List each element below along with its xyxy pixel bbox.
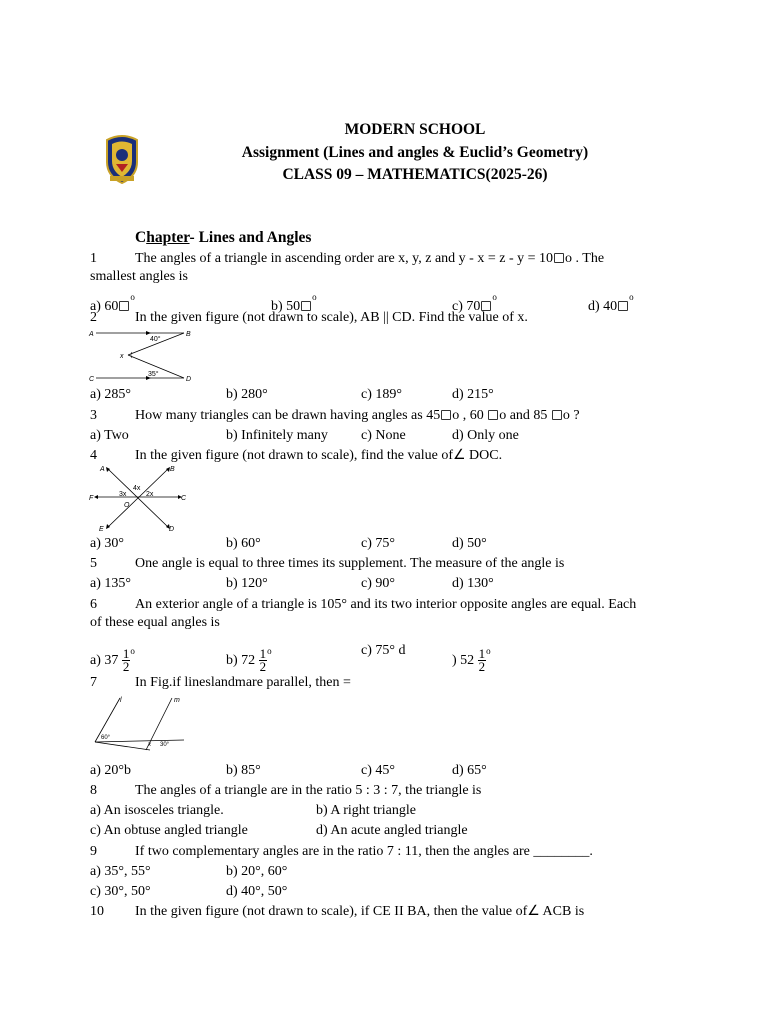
question-number: 10 <box>90 904 104 919</box>
question-number: 7 <box>90 675 97 690</box>
q1-opt-d: d) 40 <box>588 299 618 314</box>
symbol-box-icon <box>119 301 129 311</box>
question-text: In the given figure (not drawn to scale), find the value of∠ DOC. <box>135 448 503 463</box>
fig-label-2x: 2x <box>146 491 154 498</box>
fig-label-a: A <box>100 466 105 473</box>
q6-opt-d: ) 52 <box>452 653 475 668</box>
option-c: c) 189° <box>361 387 402 402</box>
degree-sup: o <box>629 292 634 302</box>
question-text: In the given figure (not drawn to scale), AB || CD. Find the value of x. <box>135 310 528 325</box>
question-number: 1 <box>90 251 97 266</box>
question-text: If two complementary angles are in the ratio 7 : 11, then the angles are ________. <box>135 844 593 859</box>
option-a: a) 20°b <box>90 763 131 778</box>
frac-den: 2 <box>259 659 267 675</box>
option-b: b) 20°, 60° <box>226 864 288 879</box>
q3-t1: How many triangles can be drawn having angles as 45 <box>135 408 441 423</box>
option-d: d) 65° <box>452 763 487 778</box>
frac-den: 2 <box>478 659 486 675</box>
option-d <box>452 637 491 675</box>
frac-den: 2 <box>122 659 130 675</box>
q1-opt-c: c) 70 <box>452 299 481 314</box>
fig-label-c: C <box>181 495 187 502</box>
option-c: c) 75° <box>361 536 395 551</box>
fig-label-a: A <box>89 331 94 338</box>
q6-opt-b: b) 72 <box>226 653 256 668</box>
fig-label-x: x <box>120 353 124 360</box>
frac-num: 1 <box>122 646 130 662</box>
fig-label-d: D <box>186 376 192 383</box>
option-c: c) 75° d <box>361 643 406 658</box>
chapter-hapter: hapter <box>146 229 190 246</box>
q4-figure <box>88 464 188 532</box>
chapter-c: C <box>135 229 147 246</box>
option-a: a) 285° <box>90 387 131 402</box>
fig-label-40: 40° <box>150 336 161 343</box>
question-text: The angles of a triangle are in the ratio 5 : 3 : 7, the triangle is <box>135 783 482 798</box>
fig-label-d: D <box>169 526 175 532</box>
fig-label-l: l <box>120 697 122 704</box>
fraction <box>259 648 268 673</box>
question-text: One angle is equal to three times its supplement. The measure of the angle is <box>135 556 565 571</box>
degree-sup: o <box>267 646 272 656</box>
question-text <box>135 407 580 425</box>
symbol-box-icon <box>554 253 564 263</box>
degree-sup: o <box>130 646 135 656</box>
question-text <box>135 250 604 268</box>
degree-sup: o <box>492 292 497 302</box>
option-d: d) 40°, 50° <box>226 884 288 899</box>
fig-label-m: m <box>174 697 180 704</box>
option-c: c) An obtuse angled triangle <box>90 823 248 838</box>
symbol-box-icon <box>488 410 498 420</box>
option-d: d) Only one <box>452 428 519 443</box>
degree-sup: o <box>486 646 491 656</box>
option-b: b) 60° <box>226 536 261 551</box>
fraction <box>478 648 487 673</box>
q1-text-a: The angles of a triangle in ascending order are x, y, z and y - x = z - y = 10 <box>135 251 554 266</box>
option-a <box>90 637 135 675</box>
q3-t2: o , 60 <box>452 408 488 423</box>
question-number: 2 <box>90 310 97 325</box>
question-number: 4 <box>90 448 97 463</box>
class-line: CLASS 09 – MATHEMATICS(2025-26) <box>282 166 548 183</box>
question-number: 5 <box>90 556 97 571</box>
fig-label-b: B <box>170 466 175 473</box>
question-number: 3 <box>90 408 97 423</box>
fig-label-f: F <box>89 495 94 502</box>
chapter-rest: - Lines and Angles <box>189 229 312 246</box>
option-b: b) Infinitely many <box>226 428 328 443</box>
question-text-cont: of these equal angles is <box>90 615 220 630</box>
option-d: d) 130° <box>452 576 494 591</box>
question-text: In the given figure (not drawn to scale), if CE II BA, then the value of∠ ACB is <box>135 904 585 919</box>
fig-label-60: 60° <box>101 735 111 741</box>
assignment-title: Assignment (Lines and angles & Euclid’s Geometry) <box>241 144 589 161</box>
fig-label-x: x <box>148 742 151 748</box>
degree-sup: o <box>130 292 135 302</box>
fig-label-30: 30° <box>160 742 170 748</box>
fig-label-b: B <box>186 331 191 338</box>
option-b: b) 120° <box>226 576 268 591</box>
option-a: a) 30° <box>90 536 124 551</box>
q1-text-b: o . The <box>565 251 605 266</box>
option-a: a) 135° <box>90 576 131 591</box>
fig-label-e: E <box>99 526 104 532</box>
option-c: c) None <box>361 428 406 443</box>
symbol-box-icon <box>441 410 451 420</box>
q7-figure <box>90 694 190 756</box>
q6-opt-a: a) 37 <box>90 653 119 668</box>
option-a: a) 35°, 55° <box>90 864 151 879</box>
question-number: 6 <box>90 597 97 612</box>
option-a: a) An isosceles triangle. <box>90 803 224 818</box>
question-text: In Fig.if lineslandmare parallel, then = <box>135 675 351 690</box>
q1-opt-b: b) 50 <box>271 299 301 314</box>
symbol-box-icon <box>618 301 628 311</box>
chapter-heading <box>135 229 311 247</box>
option-b: b) A right triangle <box>316 803 416 818</box>
q1-opt-a: a) 60 <box>90 299 119 314</box>
q3-t3: o and 85 <box>499 408 551 423</box>
option-d <box>588 288 634 316</box>
question-text: An exterior angle of a triangle is 105° and its two interior opposite angles are equal. Each <box>135 597 637 612</box>
school-name: MODERN SCHOOL <box>344 121 486 138</box>
option-d: d) 50° <box>452 536 487 551</box>
frac-num: 1 <box>259 646 267 662</box>
option-c: c) 90° <box>361 576 395 591</box>
fig-label-c: C <box>89 376 95 383</box>
option-c: c) 30°, 50° <box>90 884 151 899</box>
degree-sup: o <box>312 292 317 302</box>
option-b <box>226 637 272 675</box>
question-number: 8 <box>90 783 97 798</box>
fig-label-o: O <box>124 502 130 509</box>
fig-label-4x: 4x <box>133 485 141 492</box>
fig-label-3x: 3x <box>119 491 127 498</box>
option-b: b) 280° <box>226 387 268 402</box>
option-d: d) An acute angled triangle <box>316 823 468 838</box>
option-d: d) 215° <box>452 387 494 402</box>
option-a: a) Two <box>90 428 129 443</box>
option-c: c) 45° <box>361 763 395 778</box>
question-text-cont: smallest angles is <box>90 269 188 284</box>
fig-label-35: 35° <box>148 371 159 378</box>
frac-num: 1 <box>478 646 486 662</box>
q3-t4: o ? <box>562 408 580 423</box>
q2-figure <box>88 328 194 384</box>
symbol-box-icon <box>552 410 562 420</box>
question-number: 9 <box>90 844 97 859</box>
option-b: b) 85° <box>226 763 261 778</box>
